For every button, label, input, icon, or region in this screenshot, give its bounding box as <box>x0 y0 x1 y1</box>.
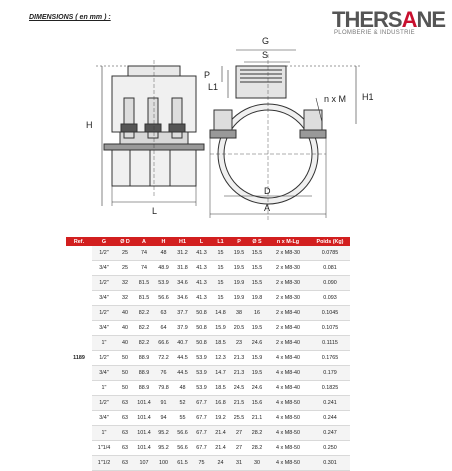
table-cell: 21.4 <box>211 426 230 441</box>
table-cell: 18.5 <box>211 381 230 396</box>
table-cell: 2 x M8-40 <box>266 321 310 336</box>
table-cell: 63 <box>116 426 134 441</box>
table-cell: 56.6 <box>173 441 192 456</box>
table-cell: 67.7 <box>192 411 211 426</box>
table-cell: 21.5 <box>230 396 248 411</box>
table-cell: 40 <box>116 336 134 351</box>
table-cell: 88.9 <box>134 366 154 381</box>
side-view <box>96 60 204 206</box>
table-cell: 79.8 <box>154 381 173 396</box>
table-cell: 32 <box>116 276 134 291</box>
table-cell: 0.1115 <box>310 336 350 351</box>
table-cell: 15 <box>211 276 230 291</box>
table-cell: 1"1/4 <box>92 441 116 456</box>
table-cell: 38 <box>230 306 248 321</box>
table-cell: 0.1765 <box>310 351 350 366</box>
table-cell: 48.9 <box>154 261 173 276</box>
table-cell: 94 <box>154 411 173 426</box>
table-cell: 88.9 <box>134 381 154 396</box>
table-cell: 32 <box>116 291 134 306</box>
table-cell: 24.6 <box>248 336 266 351</box>
table-cell: 3/4" <box>92 366 116 381</box>
table-cell: 91 <box>154 396 173 411</box>
brand-tagline: PLOMBERIE & INDUSTRIE <box>334 30 415 36</box>
table-cell: 15 <box>211 261 230 276</box>
table-cell: 19.5 <box>248 321 266 336</box>
table-cell: 107 <box>134 456 154 471</box>
table-cell: 63 <box>116 396 134 411</box>
table-cell: 81.5 <box>134 291 154 306</box>
table-row <box>66 426 350 441</box>
col-header-h: H <box>154 237 173 246</box>
table-row <box>66 396 350 411</box>
table-cell: 82.2 <box>134 336 154 351</box>
table-cell: 53.9 <box>154 276 173 291</box>
col-header-l: L <box>192 237 211 246</box>
specs-body <box>66 246 350 471</box>
specs-header-row <box>66 237 350 246</box>
dim-label-s: S <box>262 50 269 60</box>
table-cell: 101.4 <box>134 441 154 456</box>
specs-table <box>66 237 350 471</box>
table-cell: 4 x M8-50 <box>266 396 310 411</box>
table-cell: 19.5 <box>230 246 248 261</box>
table-cell: 41.3 <box>192 276 211 291</box>
table-cell: 19.9 <box>230 291 248 306</box>
table-cell: 0.179 <box>310 366 350 381</box>
table-cell: 1/2" <box>92 396 116 411</box>
table-cell: 4 x M8-40 <box>266 381 310 396</box>
table-cell: 0.090 <box>310 276 350 291</box>
table-cell: 0.301 <box>310 456 350 471</box>
table-cell: 3/4" <box>92 411 116 426</box>
table-cell: 50 <box>116 351 134 366</box>
table-cell: 2 x M8-40 <box>266 336 310 351</box>
table-cell: 16.8 <box>211 396 230 411</box>
table-cell: 19.5 <box>248 366 266 381</box>
table-cell: 67.7 <box>192 426 211 441</box>
table-cell: 19.5 <box>230 261 248 276</box>
table-cell: 0.0785 <box>310 246 350 261</box>
table-row <box>66 276 350 291</box>
table-cell: 53.9 <box>192 366 211 381</box>
table-cell: 12.3 <box>211 351 230 366</box>
table-cell: 44.5 <box>173 351 192 366</box>
table-cell: 101.4 <box>134 396 154 411</box>
table-cell: 3/4" <box>92 291 116 306</box>
table-cell: 15 <box>211 291 230 306</box>
table-cell: 30 <box>248 456 266 471</box>
table-cell: 82.2 <box>134 306 154 321</box>
table-cell: 19.9 <box>230 276 248 291</box>
table-cell: 31.8 <box>173 261 192 276</box>
table-cell: 72.2 <box>154 351 173 366</box>
table-cell: 28.2 <box>248 441 266 456</box>
table-cell: 2 x M8-40 <box>266 306 310 321</box>
table-cell: 18.5 <box>211 336 230 351</box>
table-cell: 14.7 <box>211 366 230 381</box>
table-cell: 0.1075 <box>310 321 350 336</box>
table-cell: 24.6 <box>248 381 266 396</box>
table-row <box>66 306 350 321</box>
table-cell: 64 <box>154 321 173 336</box>
dim-label-a: A <box>264 203 271 213</box>
table-cell: 95.2 <box>154 426 173 441</box>
table-cell: 67.7 <box>192 396 211 411</box>
table-cell: 53.9 <box>192 351 211 366</box>
table-cell: 82.2 <box>134 321 154 336</box>
table-cell: 4 x M8-40 <box>266 351 310 366</box>
table-cell: 0.1045 <box>310 306 350 321</box>
table-cell: 31 <box>230 456 248 471</box>
col-header-nxm: n x M-Lg <box>266 237 310 246</box>
table-cell: 40 <box>116 321 134 336</box>
table-cell: 2 x M8-30 <box>266 276 310 291</box>
table-cell: 28.2 <box>248 426 266 441</box>
table-cell: 2 x M8-30 <box>266 291 310 306</box>
table-cell: 4 x M8-50 <box>266 441 310 456</box>
table-cell: 0.081 <box>310 261 350 276</box>
ref-cell: 1189 <box>73 355 85 362</box>
table-cell: 48 <box>173 381 192 396</box>
table-row <box>66 246 350 261</box>
table-cell: 14.8 <box>211 306 230 321</box>
table-cell: 53.9 <box>192 381 211 396</box>
table-cell: 50 <box>116 381 134 396</box>
table-cell: 56.6 <box>154 291 173 306</box>
table-cell: 24 <box>211 456 230 471</box>
table-cell: 15.5 <box>248 276 266 291</box>
dim-label-d: D <box>264 186 271 196</box>
table-cell: 41.3 <box>192 246 211 261</box>
table-cell: 1" <box>92 426 116 441</box>
table-row <box>66 456 350 471</box>
table-row <box>66 291 350 306</box>
table-cell: 15 <box>211 246 230 261</box>
col-header-h1: H1 <box>173 237 192 246</box>
table-cell: 16 <box>248 306 266 321</box>
table-cell: 67.7 <box>192 441 211 456</box>
table-cell: 21.1 <box>248 411 266 426</box>
table-cell: 41.3 <box>192 261 211 276</box>
table-cell: 25 <box>116 261 134 276</box>
table-cell: 1/2" <box>92 276 116 291</box>
table-cell: 15.5 <box>248 261 266 276</box>
table-cell: 95.2 <box>154 441 173 456</box>
table-cell: 40.7 <box>173 336 192 351</box>
table-row <box>66 381 350 396</box>
table-cell: 76 <box>154 366 173 381</box>
table-cell: 25.5 <box>230 411 248 426</box>
table-cell: 61.5 <box>173 456 192 471</box>
table-cell: 66.6 <box>154 336 173 351</box>
table-row <box>66 351 350 366</box>
dim-label-l1: L1 <box>208 82 219 92</box>
table-cell: 50.8 <box>192 306 211 321</box>
table-cell: 4 x M8-50 <box>266 456 310 471</box>
table-cell: 4 x M8-50 <box>266 411 310 426</box>
table-cell: 63 <box>116 456 134 471</box>
table-cell: 25 <box>116 246 134 261</box>
table-row <box>66 411 350 426</box>
dim-label-l: L <box>152 206 158 216</box>
table-cell: 50.8 <box>192 336 211 351</box>
front-view <box>210 50 360 220</box>
table-cell: 63 <box>154 306 173 321</box>
table-cell: 101.4 <box>134 411 154 426</box>
col-header-g: G <box>92 237 116 246</box>
table-cell: 75 <box>192 456 211 471</box>
table-row <box>66 321 350 336</box>
table-cell: 44.5 <box>173 366 192 381</box>
table-cell: 24.5 <box>230 381 248 396</box>
dim-label-h: H <box>86 120 93 130</box>
table-cell: 55 <box>173 411 192 426</box>
table-cell: 21.4 <box>211 441 230 456</box>
table-cell: 2 x M8-30 <box>266 261 310 276</box>
table-cell: 34.6 <box>173 276 192 291</box>
col-header-p: P <box>230 237 248 246</box>
table-cell: 41.3 <box>192 291 211 306</box>
table-row <box>66 261 350 276</box>
table-cell: 50.8 <box>192 321 211 336</box>
table-cell: 0.247 <box>310 426 350 441</box>
table-cell: 1/2" <box>92 351 116 366</box>
table-cell: 56.6 <box>173 426 192 441</box>
table-cell: 21.3 <box>230 351 248 366</box>
technical-drawing <box>0 30 452 230</box>
table-cell: 31.2 <box>173 246 192 261</box>
table-row <box>66 366 350 381</box>
table-cell: 1" <box>92 381 116 396</box>
col-header-l1: L1 <box>211 237 230 246</box>
table-cell: 15.9 <box>211 321 230 336</box>
table-cell: 19.2 <box>211 411 230 426</box>
table-cell: 63 <box>116 441 134 456</box>
table-cell: 101.4 <box>134 426 154 441</box>
table-cell: 27 <box>230 426 248 441</box>
table-cell: 74 <box>134 246 154 261</box>
table-cell: 0.093 <box>310 291 350 306</box>
col-header-weight: Poids (Kg) <box>310 237 350 246</box>
col-header-s: Ø S <box>248 237 266 246</box>
table-cell: 100 <box>154 456 173 471</box>
table-cell: 15.9 <box>248 351 266 366</box>
dim-label-p: P <box>204 70 211 80</box>
table-cell: 52 <box>173 396 192 411</box>
table-cell: 40 <box>116 306 134 321</box>
table-row <box>66 441 350 456</box>
brand-wordmark: THERSANE <box>332 7 446 32</box>
table-cell: 1/2" <box>92 306 116 321</box>
table-cell: 0.241 <box>310 396 350 411</box>
table-row <box>66 336 350 351</box>
table-cell: 0.250 <box>310 441 350 456</box>
dim-label-h1: H1 <box>362 92 374 102</box>
dim-label-nxm: n x M <box>324 94 347 104</box>
table-cell: 34.6 <box>173 291 192 306</box>
table-cell: 74 <box>134 261 154 276</box>
table-cell: 4 x M8-40 <box>266 366 310 381</box>
table-cell: 21.3 <box>230 366 248 381</box>
table-cell: 15.6 <box>248 396 266 411</box>
table-cell: 23 <box>230 336 248 351</box>
table-cell: 0.1825 <box>310 381 350 396</box>
table-cell: 27 <box>230 441 248 456</box>
table-cell: 37.7 <box>173 306 192 321</box>
col-header-a: A <box>134 237 154 246</box>
table-cell: 19.8 <box>248 291 266 306</box>
table-cell: 63 <box>116 411 134 426</box>
dim-label-g: G <box>262 36 270 46</box>
table-cell: 2 x M8-30 <box>266 246 310 261</box>
table-cell: 88.9 <box>134 351 154 366</box>
table-cell: 48 <box>154 246 173 261</box>
table-cell: 1"1/2 <box>92 456 116 471</box>
col-header-ref: Ref. <box>66 237 92 246</box>
col-header-d: Ø D <box>116 237 134 246</box>
table-cell: 3/4" <box>92 261 116 276</box>
table-cell: 20.5 <box>230 321 248 336</box>
table-cell: 3/4" <box>92 321 116 336</box>
table-cell: 1/2" <box>92 246 116 261</box>
table-cell: 37.9 <box>173 321 192 336</box>
table-cell: 15.5 <box>248 246 266 261</box>
table-cell: 50 <box>116 366 134 381</box>
table-cell: 1" <box>92 336 116 351</box>
table-cell: 4 x M8-50 <box>266 426 310 441</box>
table-cell: 0.244 <box>310 411 350 426</box>
dimensions-title: DIMENSIONS ( en mm ) : <box>29 14 111 21</box>
table-cell: 81.5 <box>134 276 154 291</box>
